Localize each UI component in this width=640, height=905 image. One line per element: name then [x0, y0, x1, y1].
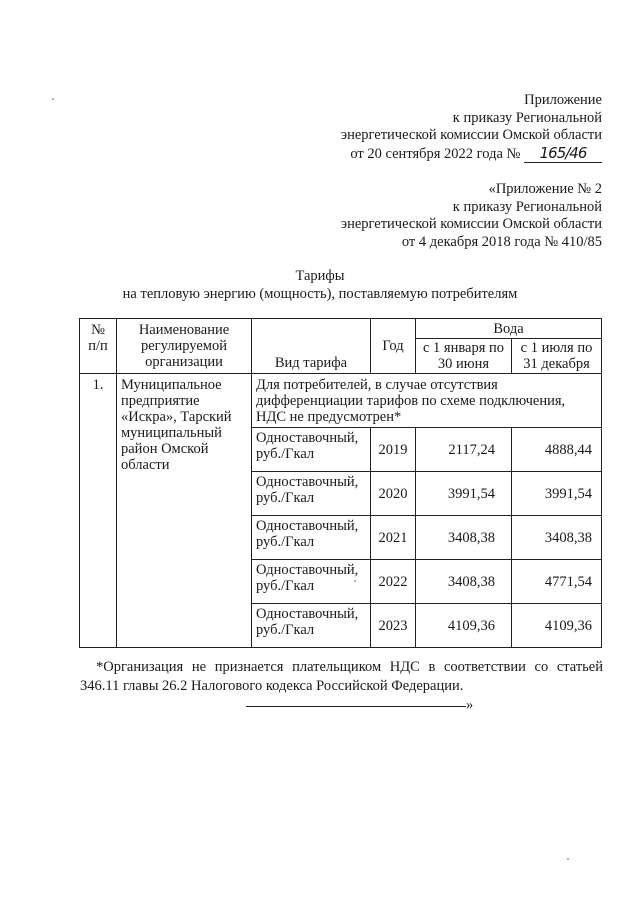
year-cell: 2023	[371, 604, 416, 648]
tariff-type-cell: Одноставочный, руб./Гкал	[252, 428, 371, 472]
footnote: *Организация не признается плательщиком НДС в соответствии со статьей 346.11 главы 26.2 Налогового кодекса Российской Федерации.	[80, 659, 603, 694]
tariff-type-cell: Одноставочный, руб./Гкал	[252, 472, 371, 516]
tariff-table	[79, 318, 602, 648]
period-1-cell: 3991,54	[416, 472, 512, 516]
period-2-cell: 4771,54	[512, 560, 602, 604]
tariff-type-cell: Одноставочный, руб./Гкал	[252, 560, 371, 604]
header-year: Год	[371, 319, 416, 374]
period-1-cell: 3408,38	[416, 560, 512, 604]
period-1-cell: 3408,38	[416, 516, 512, 560]
annex-line: «Приложение № 2	[488, 181, 602, 197]
closing-quote: »	[466, 697, 474, 713]
order-header	[341, 92, 602, 163]
period-2-cell: 4109,36	[512, 604, 602, 648]
period-2-cell: 3991,54	[512, 472, 602, 516]
period-2-cell: 3408,38	[512, 516, 602, 560]
scan-speck	[567, 858, 569, 860]
row-org: Муниципальное предприятие «Искра», Тарский муниципальный район Омской области	[117, 374, 252, 648]
closing-rule	[246, 706, 466, 707]
scan-speck	[354, 580, 356, 582]
row-num: 1.	[80, 374, 117, 648]
annex-header	[341, 181, 602, 251]
period-1-cell: 2117,24	[416, 428, 512, 472]
title-line-2: на тепловую энергию (мощность), поставляемую потребителям	[122, 285, 518, 302]
header-org: Наименование регулируемой организации	[117, 319, 252, 374]
year-cell: 2022	[371, 560, 416, 604]
tariff-type-cell: Одноставочный, руб./Гкал	[252, 516, 371, 560]
title-line-1: Тарифы	[295, 268, 345, 284]
annex-line: от 4 декабря 2018 года № 410/85	[401, 233, 602, 250]
header-line: Приложение	[524, 92, 602, 108]
header-period-1: с 1 января по 30 июня	[416, 339, 512, 374]
scan-speck	[52, 98, 54, 100]
header-group-water: Вода	[416, 319, 602, 339]
period-2-cell: 4888,44	[512, 428, 602, 472]
header-period-2: с 1 июля по 31 декабря	[512, 339, 602, 374]
header-line: к приказу Региональной	[452, 109, 602, 126]
row-note: Для потребителей, в случае отсутствия дифференциации тарифов по схеме подключения, НДС не предусмотрен*	[252, 374, 602, 428]
document-title	[0, 268, 640, 303]
year-cell: 2019	[371, 428, 416, 472]
header-tariff-type: Вид тарифа	[252, 319, 371, 374]
header-num: № п/п	[80, 319, 117, 374]
handwritten-order-number: 165/46	[524, 145, 602, 164]
period-1-cell: 4109,36	[416, 604, 512, 648]
year-cell: 2020	[371, 472, 416, 516]
annex-line: энергетической комиссии Омской области	[340, 216, 602, 232]
year-cell: 2021	[371, 516, 416, 560]
tariff-type-cell: Одноставочный, руб./Гкал	[252, 604, 371, 648]
header-line: энергетической комиссии Омской области	[340, 127, 602, 143]
header-date-line	[341, 145, 602, 164]
annex-line: к приказу Региональной	[452, 198, 602, 215]
closing-line	[246, 697, 473, 714]
header-date: от 20 сентября 2022 года №	[350, 145, 521, 162]
